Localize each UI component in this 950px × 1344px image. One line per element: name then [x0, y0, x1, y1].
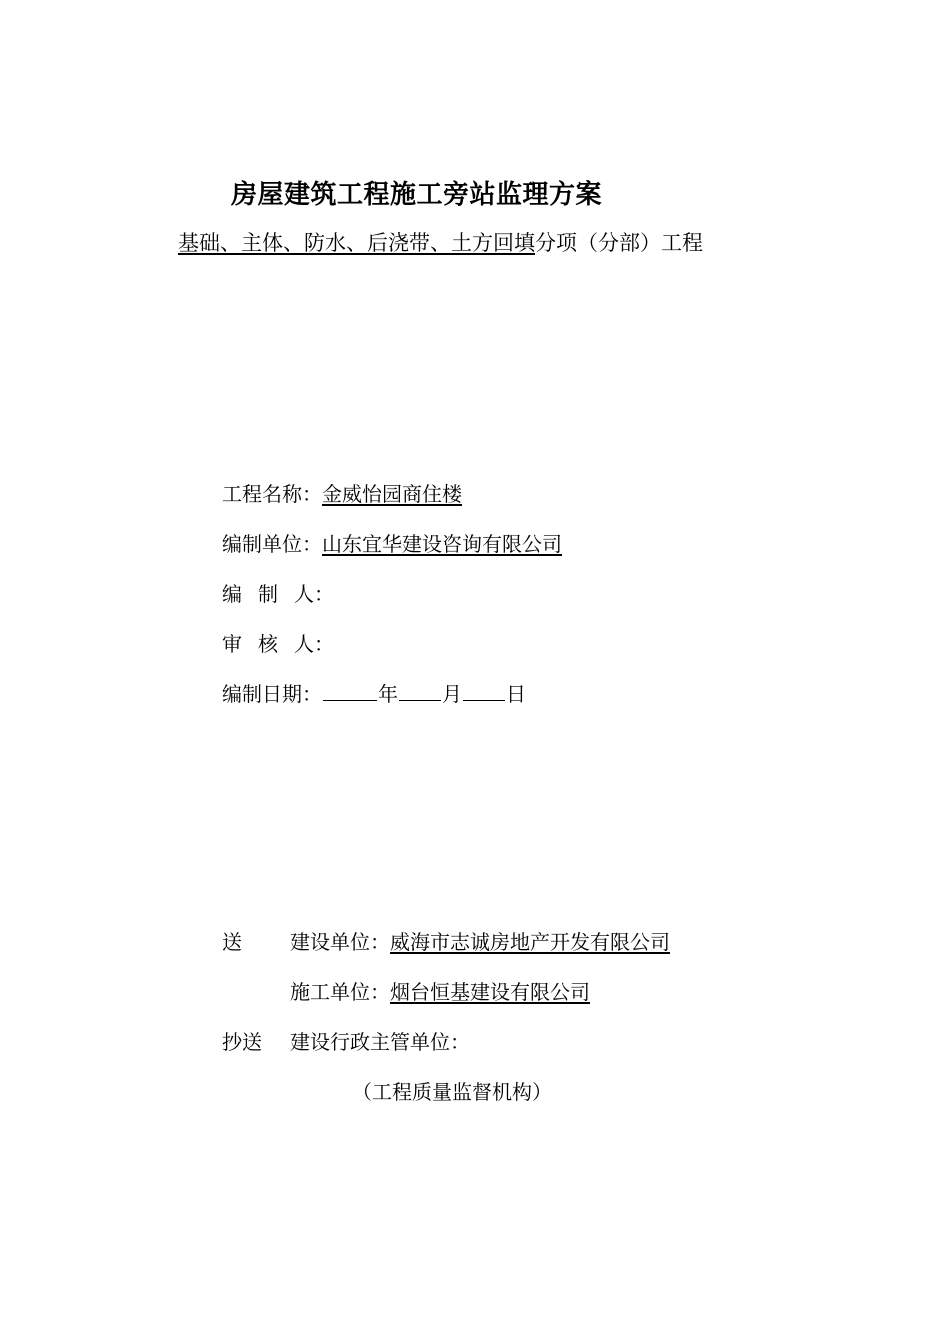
- document-title: 房屋建筑工程施工旁站监理方案: [231, 180, 603, 210]
- send-label: 送: [222, 930, 242, 954]
- date-row: [222, 678, 526, 707]
- project-name-row: [222, 478, 462, 507]
- authority-label: 建设行政主管单位：: [290, 1030, 470, 1054]
- contractor-value: 烟台恒基建设有限公司: [390, 980, 590, 1004]
- day-blank: [463, 680, 505, 701]
- reviewer-row: [222, 628, 334, 657]
- date-year: 年: [378, 682, 398, 706]
- date-month: 月: [442, 682, 462, 706]
- client-label: 建设单位：: [290, 930, 390, 954]
- project-name-value: 金威怡园商住楼: [322, 482, 462, 506]
- client-row: [290, 926, 670, 955]
- author-label-2: 制: [258, 582, 278, 606]
- contractor-row: [290, 976, 590, 1005]
- cc-label: 抄送: [222, 1030, 262, 1054]
- subtitle-scope: 基础、主体、防水、后浇带、土方回填: [178, 231, 535, 255]
- org-label: 编制单位：: [222, 532, 322, 556]
- document-subtitle: [178, 227, 703, 257]
- client-value: 威海市志诚房地产开发有限公司: [390, 930, 670, 954]
- org-value: 山东宜华建设咨询有限公司: [322, 532, 562, 556]
- author-label-1: 编: [222, 582, 242, 606]
- project-name-label: 工程名称：: [222, 482, 322, 506]
- author-row: [222, 578, 334, 607]
- contractor-label: 施工单位：: [290, 980, 390, 1004]
- reviewer-label-3: 人：: [294, 632, 334, 656]
- year-blank: [323, 680, 377, 701]
- reviewer-label-1: 审: [222, 632, 242, 656]
- month-blank: [399, 680, 441, 701]
- subtitle-suffix: 分项（分部）工程: [535, 231, 703, 255]
- date-label: 编制日期：: [222, 682, 322, 706]
- reviewer-label-2: 核: [258, 632, 278, 656]
- author-label-3: 人：: [294, 582, 334, 606]
- authority-note: （工程质量监督机构）: [352, 1080, 552, 1104]
- org-row: [222, 528, 562, 557]
- date-day: 日: [506, 682, 526, 706]
